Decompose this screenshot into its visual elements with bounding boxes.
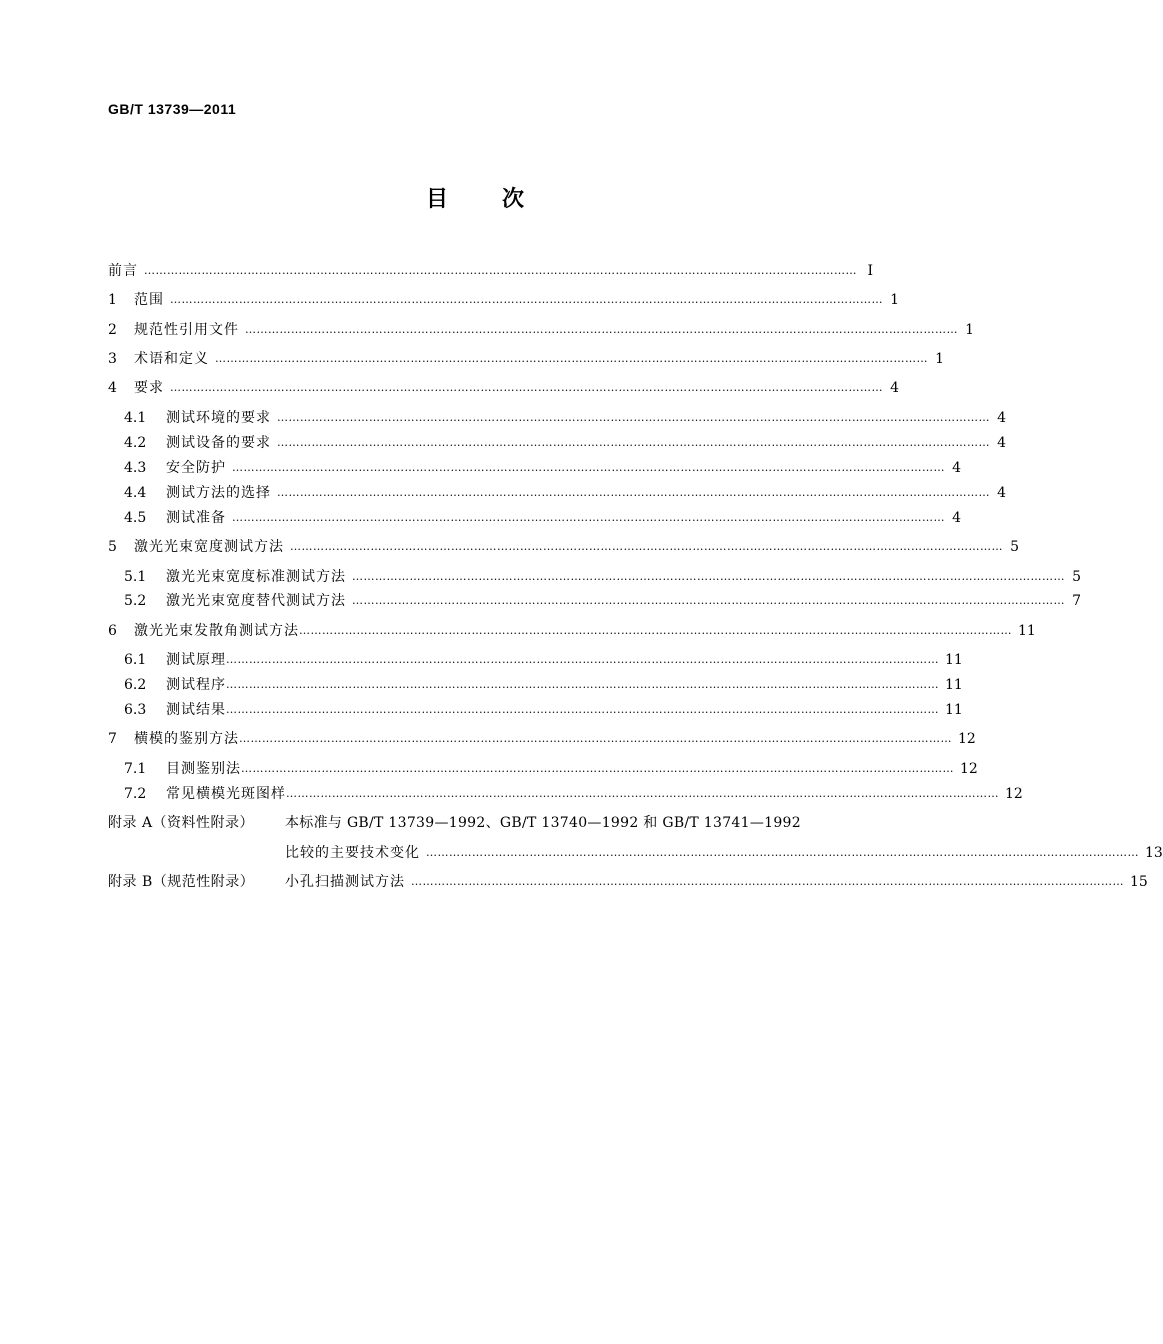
toc-entry-number: 5.1 <box>124 569 147 585</box>
toc-entry-number: 7.1 <box>124 761 147 777</box>
toc-entry-label: 激光光束宽度测试方法 <box>134 539 284 555</box>
toc-entry-number: 6.3 <box>124 702 147 718</box>
toc-entry-5-1[interactable] <box>124 567 1081 587</box>
annex-prefix: 附录 A（资料性附录） <box>108 815 255 831</box>
toc-entry-label: 前言 <box>108 263 138 279</box>
toc-entry-number: 4.2 <box>124 435 147 451</box>
toc-entry-label: 激光光束宽度标准测试方法 <box>166 569 346 585</box>
toc-entry-label: 测试原理 <box>166 652 226 668</box>
toc-entry-page: 5 <box>1072 569 1081 585</box>
annex-prefix: 附录 B（规范性附录） <box>108 874 255 890</box>
leader-dots: …………………………………………………………………………………………………………………………………………………………………… <box>245 323 958 336</box>
annex-title-continued: 比较的主要技术变化 <box>285 845 420 861</box>
toc-entry-annex-a[interactable] <box>108 813 842 833</box>
toc-entry-label: 测试准备 <box>166 510 226 526</box>
leader-dots: …………………………………………………………………………………………………………………………………………………………………… <box>241 762 954 775</box>
toc-entry-number: 2 <box>108 322 117 338</box>
toc-entry-number: 4 <box>108 380 117 396</box>
toc-entry-6-2[interactable] <box>124 675 963 695</box>
toc-entry-page: 1 <box>935 351 944 367</box>
toc-entry-foreword[interactable] <box>108 261 873 281</box>
toc-entry-label: 横模的鉴别方法 <box>134 731 239 747</box>
standard-code: GB/T 13739—2011 <box>108 101 237 117</box>
annex-title: 本标准与 GB/T 13739—1992、GB/T 13740—1992 和 GB/T 13741—1992 <box>285 815 801 831</box>
leader-dots: …………………………………………………………………………………………………………………………………………………………………… <box>277 411 990 424</box>
toc-entry-page: 12 <box>1005 786 1023 802</box>
toc-entry-page: 1 <box>890 292 899 308</box>
toc-entry-label: 测试程序 <box>166 677 226 693</box>
toc-entry-number: 4.4 <box>124 485 147 501</box>
toc-entry-page: 4 <box>952 510 961 526</box>
toc-entry-page: 13 <box>1145 845 1163 861</box>
toc-entry-label: 要求 <box>134 380 164 396</box>
toc-entry-label: 常见横模光斑图样 <box>166 786 286 802</box>
toc-entry-7[interactable] <box>108 729 976 749</box>
toc-entry-page: 7 <box>1072 593 1081 609</box>
toc-entry-4-3[interactable] <box>124 458 961 478</box>
leader-dots: …………………………………………………………………………………………………………………………………………………………………… <box>226 678 939 691</box>
toc-entry-label: 安全防护 <box>166 460 226 476</box>
leader-dots: …………………………………………………………………………………………………………………………………………………………………… <box>290 540 1003 553</box>
toc-entry-page: 4 <box>890 380 899 396</box>
toc-entry-number: 5.2 <box>124 593 147 609</box>
toc-entry-3[interactable] <box>108 349 944 369</box>
toc-entry-annex-b[interactable] <box>108 872 1148 892</box>
toc-entry-annex-a-continued[interactable] <box>108 843 1163 863</box>
leader-dots: …………………………………………………………………………………………………………………………………………………………………… <box>352 594 1065 607</box>
leader-dots: …………………………………………………………………………………………………………………………………………………………………… <box>426 846 1139 859</box>
toc-entry-number: 5 <box>108 539 117 555</box>
toc-entry-7-1[interactable] <box>124 759 978 779</box>
toc-entry-4[interactable] <box>108 378 899 398</box>
toc-entry-page: 11 <box>945 652 963 668</box>
toc-entry-page: 11 <box>945 677 963 693</box>
toc-entry-6[interactable] <box>108 621 1036 641</box>
toc-entry-4-1[interactable] <box>124 408 1006 428</box>
toc-entry-label: 规范性引用文件 <box>134 322 239 338</box>
toc-entry-6-1[interactable] <box>124 650 963 670</box>
toc-entry-label: 测试环境的要求 <box>166 410 271 426</box>
toc-entry-number: 4.3 <box>124 460 147 476</box>
leader-dots: …………………………………………………………………………………………………………………………………………………………………… <box>215 352 928 365</box>
leader-dots: …………………………………………………………………………………………………………………………………………………………………… <box>239 732 952 745</box>
toc-entry-page: 5 <box>1010 539 1019 555</box>
leader-dots: …………………………………………………………………………………………………………………………………………………………………… <box>232 461 945 474</box>
toc-entry-number: 6 <box>108 623 117 639</box>
toc-entry-number: 7.2 <box>124 786 147 802</box>
toc-entry-label: 术语和定义 <box>134 351 209 367</box>
toc-entry-page: 1 <box>965 322 974 338</box>
toc-entry-number: 6.1 <box>124 652 147 668</box>
toc-entry-2[interactable] <box>108 320 974 340</box>
leader-dots: …………………………………………………………………………………………………………………………………………………………………… <box>170 293 883 306</box>
toc-entry-1[interactable] <box>108 290 899 310</box>
toc-entry-number: 3 <box>108 351 117 367</box>
toc-entry-label: 激光光束宽度替代测试方法 <box>166 593 346 609</box>
toc-entry-page: 4 <box>997 485 1006 501</box>
toc-entry-label: 范围 <box>134 292 164 308</box>
toc-entry-4-4[interactable] <box>124 483 1006 503</box>
toc-entry-label: 测试结果 <box>166 702 226 718</box>
toc-entry-number: 1 <box>108 292 117 308</box>
leader-dots: …………………………………………………………………………………………………………………………………………………………………… <box>232 511 945 524</box>
annex-title: 小孔扫描测试方法 <box>285 874 405 890</box>
toc-entry-label: 激光光束发散角测试方法 <box>134 623 299 639</box>
toc-entry-number: 4.5 <box>124 510 147 526</box>
leader-dots: …………………………………………………………………………………………………………………………………………………………………… <box>299 624 1012 637</box>
toc-entry-number: 7 <box>108 731 117 747</box>
toc-entry-page: 11 <box>945 702 963 718</box>
toc-entry-4-2[interactable] <box>124 433 1006 453</box>
leader-dots: …………………………………………………………………………………………………………………………………………………………………… <box>226 653 939 666</box>
leader-dots: …………………………………………………………………………………………………………………………………………………………………… <box>286 787 999 800</box>
toc-entry-page: Ⅰ <box>867 263 873 279</box>
toc-entry-page: 4 <box>952 460 961 476</box>
toc-entry-page: 15 <box>1130 874 1148 890</box>
toc-entry-label: 测试设备的要求 <box>166 435 271 451</box>
title-char-2: 次 <box>502 187 525 212</box>
toc-entry-page: 4 <box>997 410 1006 426</box>
leader-dots: …………………………………………………………………………………………………………………………………………………………………… <box>411 875 1124 888</box>
toc-entry-number: 4.1 <box>124 410 147 426</box>
toc-entry-5[interactable] <box>108 537 1019 557</box>
toc-entry-page: 11 <box>1018 623 1036 639</box>
toc-entry-page: 12 <box>960 761 978 777</box>
leader-dots: …………………………………………………………………………………………………………………………………………………………………… <box>277 486 990 499</box>
toc-entry-5-2[interactable] <box>124 591 1081 611</box>
toc-entry-number: 6.2 <box>124 677 147 693</box>
toc-entry-4-5[interactable] <box>124 508 961 528</box>
leader-dots: …………………………………………………………………………………………………………………………………………………………………… <box>144 264 857 277</box>
toc-entry-7-2[interactable] <box>124 784 1023 804</box>
title-char-1: 目 <box>425 187 448 212</box>
toc-entry-page: 4 <box>997 435 1006 451</box>
leader-dots: …………………………………………………………………………………………………………………………………………………………………… <box>277 436 990 449</box>
leader-dots: …………………………………………………………………………………………………………………………………………………………………… <box>352 570 1065 583</box>
leader-dots: …………………………………………………………………………………………………………………………………………………………………… <box>170 381 883 394</box>
leader-dots: …………………………………………………………………………………………………………………………………………………………………… <box>226 703 939 716</box>
toc-entry-label: 测试方法的选择 <box>166 485 271 501</box>
toc-entry-page: 12 <box>958 731 976 747</box>
toc-entry-label: 目测鉴别法 <box>166 761 241 777</box>
toc-entry-6-3[interactable] <box>124 700 963 720</box>
